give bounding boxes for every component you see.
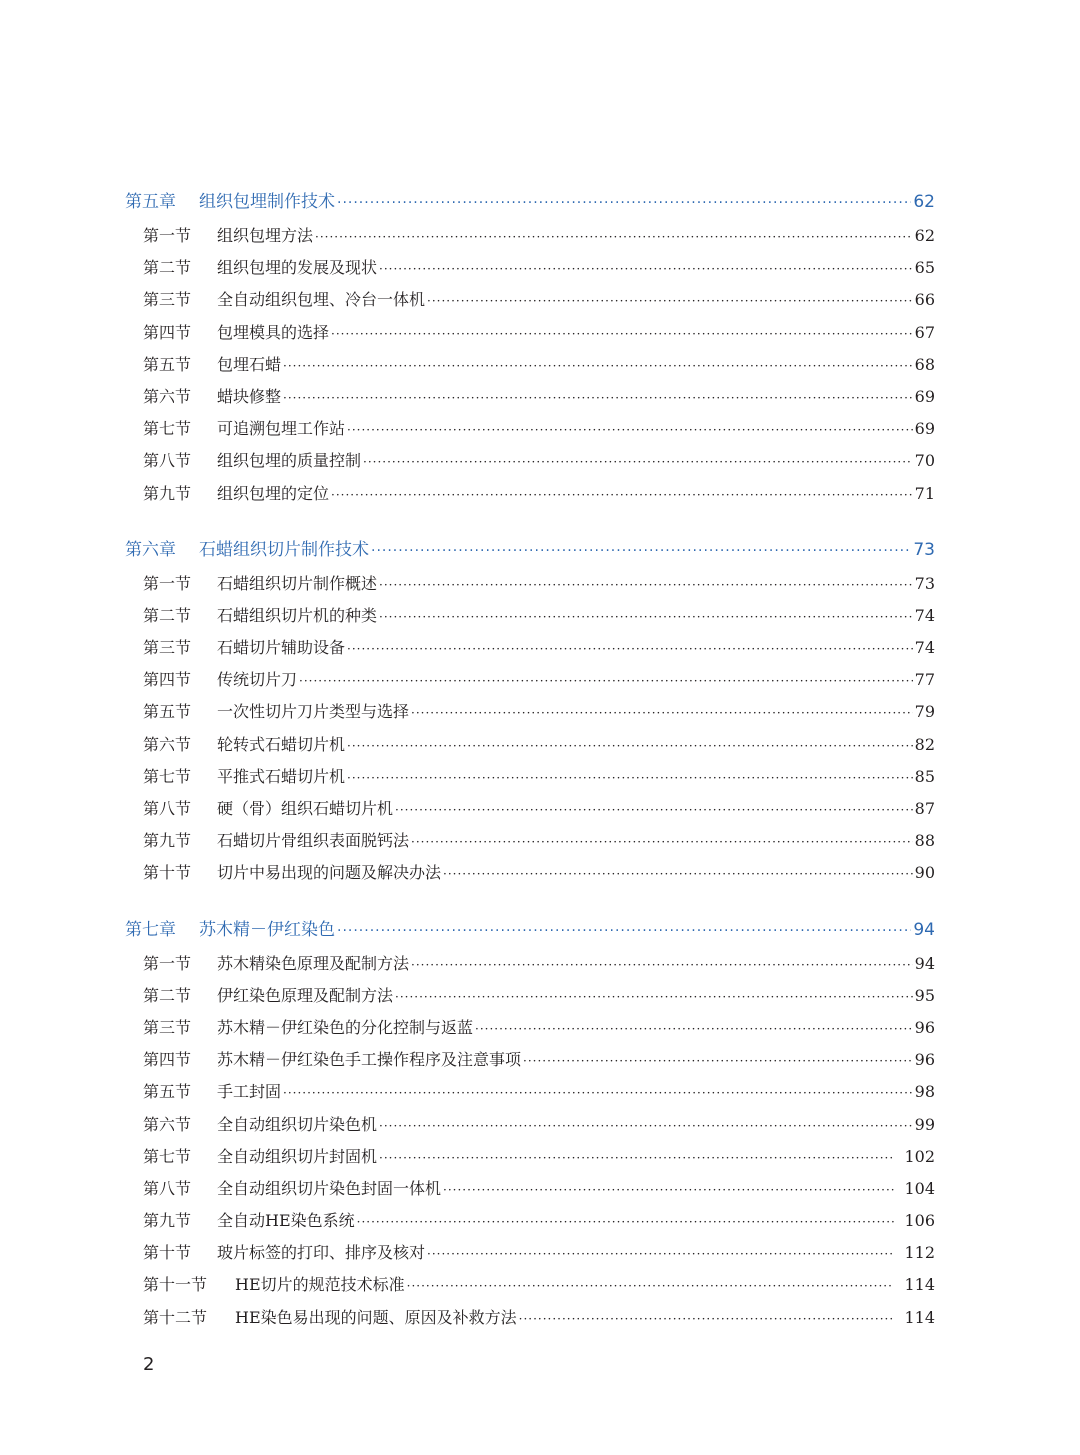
section-number: 第八节 xyxy=(143,799,192,818)
chapter-page: 73 xyxy=(913,539,935,560)
section-entry[interactable] xyxy=(125,857,935,889)
section-title: 石蜡组织切片机的种类 xyxy=(217,605,378,625)
section-entry[interactable] xyxy=(125,825,935,857)
dot-leader xyxy=(379,1110,913,1142)
section-number: 第二节 xyxy=(143,258,192,278)
section-number: 第九节 xyxy=(143,1211,192,1231)
section-page: 94 xyxy=(914,953,935,973)
section-number: 第五节 xyxy=(143,354,192,374)
chapter-number: 第五章 xyxy=(125,192,176,212)
section-title: 蜡块修整 xyxy=(217,386,282,406)
section-entry[interactable] xyxy=(125,761,935,793)
section-number: 第八节 xyxy=(143,451,192,471)
section-page: 65 xyxy=(914,258,935,278)
section-number: 第十一节 xyxy=(143,1275,208,1295)
section-number: 第七节 xyxy=(143,1146,192,1166)
section-title: 平推式石蜡切片机 xyxy=(217,766,346,786)
section-entry[interactable] xyxy=(125,381,935,413)
section-entry[interactable] xyxy=(125,1302,935,1334)
section-title: HE染色易出现的问题、原因及补救方法 xyxy=(235,1307,517,1327)
chapter-7 xyxy=(125,912,935,1334)
section-entry[interactable] xyxy=(125,413,935,445)
section-number: 第一节 xyxy=(143,953,192,973)
section-title: 包埋石蜡 xyxy=(217,354,282,374)
section-number: 第三节 xyxy=(143,290,192,310)
section-page: 71 xyxy=(914,483,935,503)
section-page: 114 xyxy=(904,1307,935,1327)
section-entry[interactable] xyxy=(125,696,935,728)
section-title: 苏木精－伊红染色手工操作程序及注意事项 xyxy=(217,1050,522,1070)
dot-leader xyxy=(283,350,913,382)
section-title: 石蜡组织切片制作概述 xyxy=(217,573,378,593)
section-title: 可追溯包埋工作站 xyxy=(217,419,346,439)
section-page: 85 xyxy=(914,766,935,786)
section-number: 第八节 xyxy=(143,1178,192,1198)
section-title: HE切片的规范技术标准 xyxy=(235,1275,405,1295)
section-page: 69 xyxy=(914,419,935,439)
section-number: 第五节 xyxy=(143,702,192,722)
section-number: 第四节 xyxy=(143,1050,192,1070)
chapter-5 xyxy=(125,184,935,510)
section-entry[interactable] xyxy=(125,1076,935,1108)
section-title: 切片中易出现的问题及解决办法 xyxy=(217,863,442,883)
dot-leader xyxy=(427,285,913,317)
section-page: 87 xyxy=(914,799,935,818)
section-page: 68 xyxy=(914,354,935,374)
dot-leader xyxy=(379,569,913,601)
section-number: 第二节 xyxy=(143,985,192,1005)
section-entry[interactable] xyxy=(125,632,935,664)
section-page: 67 xyxy=(914,322,935,342)
dot-leader xyxy=(427,1238,894,1270)
dot-leader xyxy=(395,981,913,1013)
section-entry[interactable] xyxy=(125,284,935,316)
section-page: 70 xyxy=(914,451,935,471)
chapter-number: 第七章 xyxy=(125,919,176,940)
section-number: 第四节 xyxy=(143,670,192,690)
section-page: 106 xyxy=(904,1211,935,1231)
section-entry[interactable] xyxy=(125,317,935,349)
dot-leader xyxy=(379,1142,894,1174)
section-page: 82 xyxy=(914,734,935,754)
section-number: 第六节 xyxy=(143,1114,192,1134)
section-entry[interactable] xyxy=(125,1044,935,1076)
section-number: 第一节 xyxy=(143,573,192,593)
dot-leader xyxy=(347,414,913,446)
chapter-title: 组织包埋制作技术 xyxy=(199,192,335,212)
dot-leader xyxy=(407,1270,895,1302)
dot-leader xyxy=(337,913,911,949)
section-number: 第九节 xyxy=(143,483,192,503)
section-number: 第十节 xyxy=(143,863,192,883)
dot-leader xyxy=(357,1206,895,1238)
dot-leader xyxy=(315,221,913,253)
dot-leader xyxy=(379,253,913,285)
section-page: 99 xyxy=(914,1114,935,1134)
section-entry[interactable] xyxy=(125,568,935,600)
section-title: 苏木精染色原理及配制方法 xyxy=(217,953,410,973)
dot-leader xyxy=(283,382,913,414)
section-page: 62 xyxy=(914,226,935,245)
section-page: 96 xyxy=(914,1050,935,1070)
section-entry[interactable] xyxy=(125,1141,935,1173)
dot-leader xyxy=(519,1303,895,1335)
chapter-title: 石蜡组织切片制作技术 xyxy=(199,539,369,560)
section-number: 第五节 xyxy=(143,1082,192,1102)
section-number: 第三节 xyxy=(143,638,192,658)
section-entry[interactable] xyxy=(125,600,935,632)
page-number: 2 xyxy=(143,1354,155,1375)
dot-leader xyxy=(299,665,913,697)
section-page: 79 xyxy=(914,702,935,722)
section-number: 第二节 xyxy=(143,605,192,625)
section-title: 硬（骨）组织石蜡切片机 xyxy=(217,799,394,818)
section-page: 98 xyxy=(914,1082,935,1102)
section-page: 77 xyxy=(914,670,935,690)
section-title: 组织包埋方法 xyxy=(217,226,314,245)
section-entry[interactable] xyxy=(125,220,935,252)
dot-leader xyxy=(283,1077,913,1109)
dot-leader xyxy=(523,1045,913,1077)
dot-leader xyxy=(363,446,913,478)
section-number: 第七节 xyxy=(143,419,192,439)
section-entry[interactable] xyxy=(125,445,935,477)
section-entry[interactable] xyxy=(125,1173,935,1205)
section-entry[interactable] xyxy=(125,664,935,696)
section-number: 第六节 xyxy=(143,386,192,406)
section-number: 第四节 xyxy=(143,322,192,342)
section-number: 第六节 xyxy=(143,734,192,754)
section-entry[interactable] xyxy=(125,1109,935,1141)
section-title: 全自动组织切片染色封固一体机 xyxy=(217,1178,442,1198)
section-page: 88 xyxy=(914,831,935,851)
dot-leader xyxy=(443,1174,894,1206)
dot-leader xyxy=(443,858,913,890)
section-page: 95 xyxy=(914,985,935,1005)
dot-leader xyxy=(331,318,913,350)
section-title: 石蜡切片辅助设备 xyxy=(217,638,346,658)
section-page: 73 xyxy=(914,573,935,593)
section-title: 手工封固 xyxy=(217,1082,282,1102)
section-entry[interactable] xyxy=(125,980,935,1012)
section-title: 包埋模具的选择 xyxy=(217,322,330,342)
section-page: 104 xyxy=(904,1178,935,1198)
section-entry[interactable] xyxy=(125,478,935,510)
section-title: 组织包埋的定位 xyxy=(217,483,330,503)
dot-leader xyxy=(411,949,913,981)
section-entry[interactable] xyxy=(125,948,935,980)
section-page: 96 xyxy=(914,1017,935,1037)
section-page: 114 xyxy=(904,1275,935,1295)
section-title: 苏木精－伊红染色的分化控制与返蓝 xyxy=(217,1017,474,1037)
section-title: 玻片标签的打印、排序及核对 xyxy=(217,1243,426,1263)
dot-leader xyxy=(395,794,913,826)
section-number: 第三节 xyxy=(143,1017,192,1037)
table-of-contents xyxy=(125,184,935,1356)
section-entry[interactable] xyxy=(125,1012,935,1044)
dot-leader xyxy=(347,730,913,762)
chapter-heading[interactable] xyxy=(125,912,935,948)
section-title: 伊红染色原理及配制方法 xyxy=(217,985,394,1005)
section-page: 74 xyxy=(914,605,935,625)
chapter-6 xyxy=(125,532,935,890)
chapter-page: 94 xyxy=(913,919,935,940)
chapter-number: 第六章 xyxy=(125,539,176,560)
section-title: 全自动组织切片染色机 xyxy=(217,1114,378,1134)
section-title: 传统切片刀 xyxy=(217,670,298,690)
chapter-title: 苏木精－伊红染色 xyxy=(199,919,335,940)
chapter-heading[interactable] xyxy=(125,532,935,568)
section-number: 第一节 xyxy=(143,226,192,245)
section-entry[interactable] xyxy=(125,729,935,761)
section-title: 组织包埋的质量控制 xyxy=(217,451,362,471)
dot-leader xyxy=(379,601,913,633)
section-title: 石蜡切片骨组织表面脱钙法 xyxy=(217,831,410,851)
dot-leader xyxy=(371,533,911,569)
section-title: 全自动HE染色系统 xyxy=(217,1211,355,1231)
section-title: 一次性切片刀片类型与选择 xyxy=(217,702,410,722)
section-page: 102 xyxy=(904,1146,935,1166)
dot-leader xyxy=(475,1013,913,1045)
section-number: 第十节 xyxy=(143,1243,192,1263)
section-title: 全自动组织包埋、冷台一体机 xyxy=(217,290,426,310)
section-page: 66 xyxy=(914,290,935,310)
section-entry[interactable] xyxy=(125,1205,935,1237)
dot-leader xyxy=(411,826,913,858)
dot-leader xyxy=(337,185,911,221)
chapter-heading[interactable] xyxy=(125,184,935,220)
dot-leader xyxy=(347,762,913,794)
chapter-page: 62 xyxy=(913,192,935,212)
dot-leader xyxy=(347,633,913,665)
section-number: 第七节 xyxy=(143,766,192,786)
section-page: 90 xyxy=(914,863,935,883)
section-title: 组织包埋的发展及现状 xyxy=(217,258,378,278)
section-page: 74 xyxy=(914,638,935,658)
dot-leader xyxy=(411,697,913,729)
section-page: 69 xyxy=(914,386,935,406)
section-entry[interactable] xyxy=(125,793,935,825)
section-number: 第九节 xyxy=(143,831,192,851)
section-title: 轮转式石蜡切片机 xyxy=(217,734,346,754)
section-page: 112 xyxy=(904,1243,935,1263)
section-entry[interactable] xyxy=(125,349,935,381)
dot-leader xyxy=(331,479,913,511)
section-entry[interactable] xyxy=(125,1269,935,1301)
section-entry[interactable] xyxy=(125,252,935,284)
section-title: 全自动组织切片封固机 xyxy=(217,1146,378,1166)
section-entry[interactable] xyxy=(125,1237,935,1269)
section-number: 第十二节 xyxy=(143,1307,208,1327)
